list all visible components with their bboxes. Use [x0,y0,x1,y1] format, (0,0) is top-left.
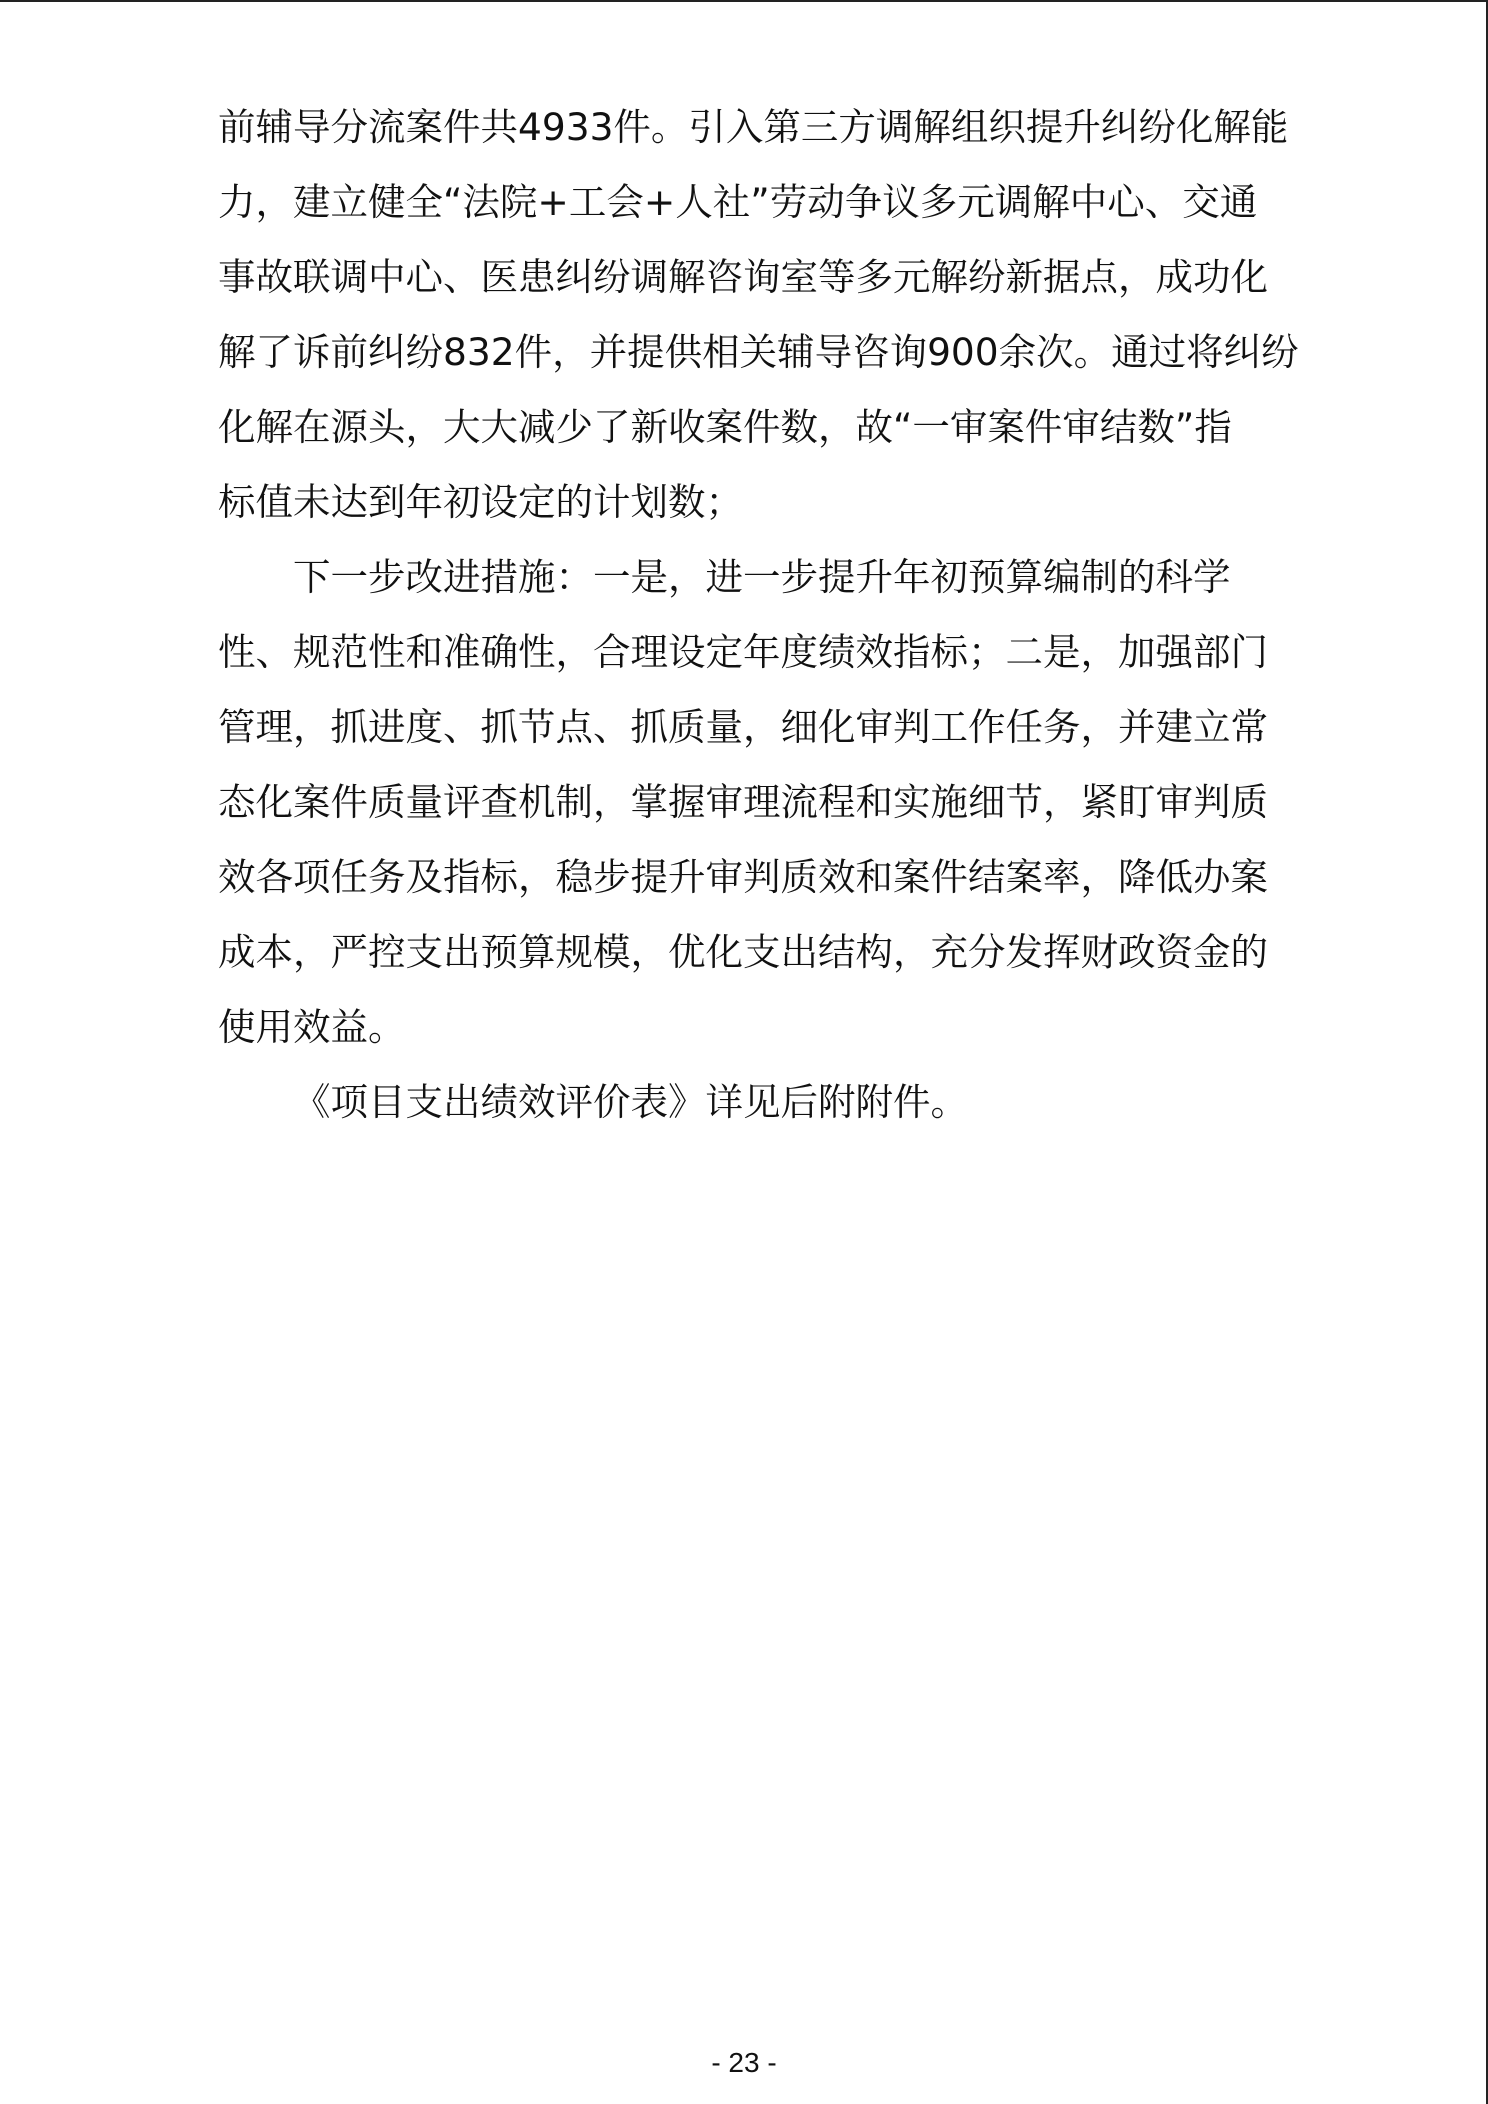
text-line: 前辅导分流案件共4933件。引入第三方调解组织提升纠纷化解能 [218,105,1289,149]
text-line: 《项目支出绩效评价表》详见后附附件。 [293,1080,968,1124]
text-line: 使用效益。 [218,1005,406,1049]
text-line: 力，建立健全“法院+工会+人社”劳动争议多元调解中心、交通 [218,180,1258,224]
page-top-border [0,0,1488,2]
text-line: 成本，严控支出预算规模，优化支出结构，充分发挥财政资金的 [218,930,1268,974]
document-body [218,90,1299,1140]
text-line: 下一步改进措施：一是，进一步提升年初预算编制的科学 [293,555,1231,599]
text-line: 解了诉前纠纷832件，并提供相关辅导咨询900余次。通过将纠纷 [218,330,1299,374]
page-number: - 23 - [711,2047,777,2078]
text-line: 效各项任务及指标，稳步提升审判质效和案件结案率，降低办案 [218,855,1268,899]
paragraph-continuation [218,90,1299,540]
text-line: 事故联调中心、医患纠纷调解咨询室等多元解纷新据点，成功化 [218,255,1268,299]
text-line: 态化案件质量评查机制，掌握审理流程和实施细节，紧盯审判质 [218,780,1268,824]
text-line: 管理，抓进度、抓节点、抓质量，细化审判工作任务，并建立常 [218,705,1268,749]
text-line: 性、规范性和准确性，合理设定年度绩效指标；二是，加强部门 [218,630,1268,674]
paragraph-improvement-measures [218,540,1288,1065]
text-line: 标值未达到年初设定的计划数； [218,480,743,524]
paragraph-attachment-note [218,1065,1288,1140]
text-line: 化解在源头，大大减少了新收案件数，故“一审案件审结数”指 [218,405,1232,449]
